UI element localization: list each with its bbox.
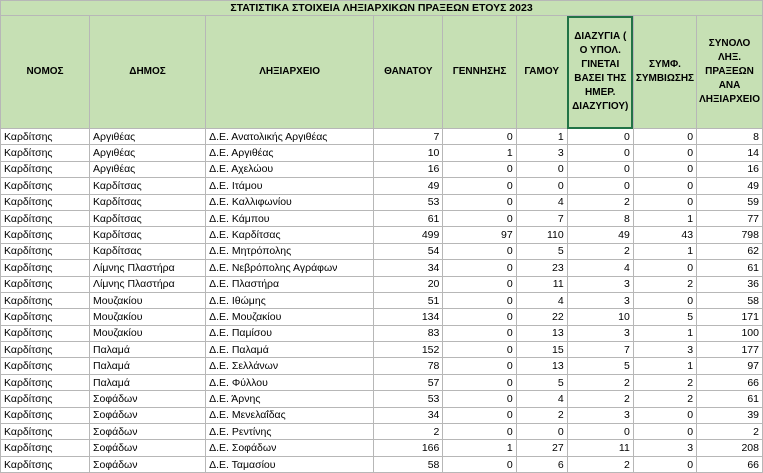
cell-gennisis[interactable]: 0 <box>443 161 516 177</box>
cell-synolo[interactable]: 14 <box>697 145 763 161</box>
cell-thanatou[interactable]: 7 <box>374 129 443 145</box>
cell-gennisis[interactable]: 0 <box>443 194 516 210</box>
cell-lixiarxeio[interactable]: Δ.Ε. Μητρόπολης <box>206 243 374 259</box>
cell-gennisis[interactable]: 0 <box>443 178 516 194</box>
cell-thanatou[interactable]: 152 <box>374 342 443 358</box>
cell-gamou[interactable]: 3 <box>516 145 567 161</box>
cell-synolo[interactable]: 36 <box>697 276 763 292</box>
cell-gamou[interactable]: 6 <box>516 456 567 472</box>
cell-gamou[interactable]: 110 <box>516 227 567 243</box>
cell-lixiarxeio[interactable]: Δ.Ε. Μενελαΐδας <box>206 407 374 423</box>
cell-symf-symviosis[interactable]: 1 <box>633 210 696 226</box>
cell-thanatou[interactable]: 57 <box>374 374 443 390</box>
cell-synolo[interactable]: 16 <box>697 161 763 177</box>
cell-diazygia[interactable]: 0 <box>567 161 633 177</box>
cell-lixiarxeio[interactable]: Δ.Ε. Πλαστήρα <box>206 276 374 292</box>
cell-lixiarxeio[interactable]: Δ.Ε. Ιθώμης <box>206 292 374 308</box>
cell-gennisis[interactable]: 1 <box>443 440 516 456</box>
cell-gennisis[interactable]: 0 <box>443 309 516 325</box>
table-row <box>1 358 763 374</box>
cell-nomos[interactable]: Καρδίτσης <box>1 210 90 226</box>
cell-symf-symviosis[interactable]: 5 <box>633 309 696 325</box>
cell-diazygia[interactable]: 3 <box>567 407 633 423</box>
table-row <box>1 456 763 472</box>
cell-synolo[interactable]: 8 <box>697 129 763 145</box>
cell-synolo[interactable]: 66 <box>697 456 763 472</box>
cell-nomos[interactable]: Καρδίτσης <box>1 243 90 259</box>
column-header-nomos[interactable]: ΝΟΜΟΣ <box>1 16 90 129</box>
header-row <box>1 16 763 129</box>
column-header-thanatou[interactable]: ΘΑΝΑΤΟΥ <box>374 16 443 129</box>
cell-gamou[interactable]: 0 <box>516 161 567 177</box>
cell-thanatou[interactable]: 58 <box>374 456 443 472</box>
column-header-symf-symviosis[interactable]: ΣΥΜΦ. ΣΥΜΒΙΩΣΗΣ <box>633 16 696 129</box>
cell-lixiarxeio[interactable]: Δ.Ε. Καρδίτσας <box>206 227 374 243</box>
cell-nomos[interactable]: Καρδίτσης <box>1 407 90 423</box>
cell-thanatou[interactable]: 51 <box>374 292 443 308</box>
cell-gennisis[interactable]: 0 <box>443 292 516 308</box>
cell-synolo[interactable]: 62 <box>697 243 763 259</box>
table-row <box>1 309 763 325</box>
cell-nomos[interactable]: Καρδίτσης <box>1 456 90 472</box>
cell-dimos[interactable]: Σοφάδων <box>89 424 205 440</box>
table-row <box>1 178 763 194</box>
table-row <box>1 194 763 210</box>
cell-gamou[interactable]: 11 <box>516 276 567 292</box>
table-row <box>1 407 763 423</box>
cell-dimos[interactable]: Παλαμά <box>89 358 205 374</box>
cell-synolo[interactable]: 97 <box>697 358 763 374</box>
cell-dimos[interactable]: Σοφάδων <box>89 456 205 472</box>
cell-diazygia[interactable]: 2 <box>567 243 633 259</box>
table-row <box>1 374 763 390</box>
cell-thanatou[interactable]: 16 <box>374 161 443 177</box>
cell-gennisis[interactable]: 0 <box>443 407 516 423</box>
cell-thanatou[interactable]: 61 <box>374 210 443 226</box>
cell-diazygia[interactable]: 8 <box>567 210 633 226</box>
cell-nomos[interactable]: Καρδίτσης <box>1 194 90 210</box>
cell-symf-symviosis[interactable]: 0 <box>633 145 696 161</box>
cell-thanatou[interactable]: 2 <box>374 424 443 440</box>
cell-gennisis[interactable]: 0 <box>443 358 516 374</box>
cell-thanatou[interactable]: 134 <box>374 309 443 325</box>
cell-synolo[interactable]: 58 <box>697 292 763 308</box>
cell-synolo[interactable]: 61 <box>697 391 763 407</box>
cell-symf-symviosis[interactable]: 0 <box>633 178 696 194</box>
cell-dimos[interactable]: Καρδίτσας <box>89 178 205 194</box>
cell-gennisis[interactable]: 0 <box>443 342 516 358</box>
table-row <box>1 210 763 226</box>
column-header-gamou[interactable]: ΓΑΜΟΥ <box>516 16 567 129</box>
column-header-dimos[interactable]: ΔΗΜΟΣ <box>89 16 205 129</box>
cell-nomos[interactable]: Καρδίτσης <box>1 178 90 194</box>
cell-gamou[interactable]: 5 <box>516 374 567 390</box>
cell-synolo[interactable]: 208 <box>697 440 763 456</box>
cell-diazygia[interactable]: 0 <box>567 129 633 145</box>
cell-gennisis[interactable]: 1 <box>443 145 516 161</box>
table-row <box>1 243 763 259</box>
table-row <box>1 424 763 440</box>
cell-dimos[interactable]: Αργιθέας <box>89 129 205 145</box>
cell-symf-symviosis[interactable]: 0 <box>633 194 696 210</box>
cell-synolo[interactable]: 2 <box>697 424 763 440</box>
cell-dimos[interactable]: Σοφάδων <box>89 407 205 423</box>
table-row <box>1 227 763 243</box>
cell-thanatou[interactable]: 78 <box>374 358 443 374</box>
cell-gennisis[interactable]: 0 <box>443 325 516 341</box>
cell-gennisis[interactable]: 0 <box>443 456 516 472</box>
cell-lixiarxeio[interactable]: Δ.Ε. Φύλλου <box>206 374 374 390</box>
cell-lixiarxeio[interactable]: Δ.Ε. Ταμασίου <box>206 456 374 472</box>
cell-gamou[interactable]: 15 <box>516 342 567 358</box>
cell-gamou[interactable]: 2 <box>516 407 567 423</box>
table-row <box>1 129 763 145</box>
cell-diazygia[interactable]: 10 <box>567 309 633 325</box>
cell-thanatou[interactable]: 499 <box>374 227 443 243</box>
cell-nomos[interactable]: Καρδίτσης <box>1 161 90 177</box>
cell-gamou[interactable]: 13 <box>516 325 567 341</box>
cell-gamou[interactable]: 22 <box>516 309 567 325</box>
table-row <box>1 276 763 292</box>
cell-diazygia[interactable]: 0 <box>567 145 633 161</box>
cell-symf-symviosis[interactable]: 0 <box>633 456 696 472</box>
cell-thanatou[interactable]: 53 <box>374 194 443 210</box>
cell-lixiarxeio[interactable]: Δ.Ε. Κάμπου <box>206 210 374 226</box>
cell-dimos[interactable]: Καρδίτσας <box>89 210 205 226</box>
cell-nomos[interactable]: Καρδίτσης <box>1 358 90 374</box>
cell-gennisis[interactable]: 0 <box>443 210 516 226</box>
table-row <box>1 325 763 341</box>
cell-thanatou[interactable]: 166 <box>374 440 443 456</box>
cell-thanatou[interactable]: 34 <box>374 260 443 276</box>
cell-lixiarxeio[interactable]: Δ.Ε. Μουζακίου <box>206 309 374 325</box>
cell-nomos[interactable]: Καρδίτσης <box>1 292 90 308</box>
cell-diazygia[interactable]: 49 <box>567 227 633 243</box>
cell-synolo[interactable]: 177 <box>697 342 763 358</box>
cell-symf-symviosis[interactable]: 2 <box>633 391 696 407</box>
cell-lixiarxeio[interactable]: Δ.Ε. Άρνης <box>206 391 374 407</box>
cell-diazygia[interactable]: 2 <box>567 391 633 407</box>
cell-gennisis[interactable]: 0 <box>443 374 516 390</box>
cell-diazygia[interactable]: 2 <box>567 456 633 472</box>
table-row <box>1 391 763 407</box>
cell-nomos[interactable]: Καρδίτσης <box>1 260 90 276</box>
cell-symf-symviosis[interactable]: 0 <box>633 407 696 423</box>
cell-thanatou[interactable]: 34 <box>374 407 443 423</box>
cell-gamou[interactable]: 23 <box>516 260 567 276</box>
cell-lixiarxeio[interactable]: Δ.Ε. Σελλάνων <box>206 358 374 374</box>
cell-diazygia[interactable]: 7 <box>567 342 633 358</box>
cell-symf-symviosis[interactable]: 0 <box>633 292 696 308</box>
cell-diazygia[interactable]: 0 <box>567 178 633 194</box>
cell-dimos[interactable]: Μουζακίου <box>89 325 205 341</box>
cell-symf-symviosis[interactable]: 1 <box>633 243 696 259</box>
cell-symf-symviosis[interactable]: 43 <box>633 227 696 243</box>
cell-lixiarxeio[interactable]: Δ.Ε. Παμίσου <box>206 325 374 341</box>
cell-dimos[interactable]: Αργιθέας <box>89 161 205 177</box>
cell-gamou[interactable]: 0 <box>516 178 567 194</box>
cell-gamou[interactable]: 4 <box>516 391 567 407</box>
table-row <box>1 161 763 177</box>
cell-dimos[interactable]: Λίμνης Πλαστήρα <box>89 260 205 276</box>
table-row <box>1 342 763 358</box>
cell-dimos[interactable]: Παλαμά <box>89 374 205 390</box>
cell-symf-symviosis[interactable]: 3 <box>633 342 696 358</box>
cell-symf-symviosis[interactable]: 3 <box>633 440 696 456</box>
cell-dimos[interactable]: Καρδίτσας <box>89 243 205 259</box>
title-row <box>1 1 763 16</box>
cell-nomos[interactable]: Καρδίτσης <box>1 342 90 358</box>
cell-synolo[interactable]: 49 <box>697 178 763 194</box>
cell-gennisis[interactable]: 0 <box>443 129 516 145</box>
cell-nomos[interactable]: Καρδίτσης <box>1 374 90 390</box>
cell-thanatou[interactable]: 10 <box>374 145 443 161</box>
cell-thanatou[interactable]: 53 <box>374 391 443 407</box>
cell-dimos[interactable]: Λίμνης Πλαστήρα <box>89 276 205 292</box>
cell-synolo[interactable]: 798 <box>697 227 763 243</box>
cell-synolo[interactable]: 171 <box>697 309 763 325</box>
column-header-diazygia[interactable]: ΔΙΑΖΥΓΙΑ ( Ο ΥΠΟΛ. ΓΙΝΕΤΑΙ ΒΑΣΕΙ ΤΗΣ ΗΜΕΡ. ΔΙΑΖΥΓΙΟΥ) <box>567 16 633 129</box>
cell-gamou[interactable]: 7 <box>516 210 567 226</box>
cell-diazygia[interactable]: 3 <box>567 292 633 308</box>
cell-synolo[interactable]: 39 <box>697 407 763 423</box>
cell-lixiarxeio[interactable]: Δ.Ε. Καλλιφωνίου <box>206 194 374 210</box>
cell-nomos[interactable]: Καρδίτσης <box>1 424 90 440</box>
cell-gamou[interactable]: 0 <box>516 424 567 440</box>
cell-nomos[interactable]: Καρδίτσης <box>1 227 90 243</box>
cell-thanatou[interactable]: 83 <box>374 325 443 341</box>
cell-symf-symviosis[interactable]: 2 <box>633 374 696 390</box>
cell-symf-symviosis[interactable]: 0 <box>633 161 696 177</box>
cell-lixiarxeio[interactable]: Δ.Ε. Ανατολικής Αργιθέας <box>206 129 374 145</box>
cell-nomos[interactable]: Καρδίτσης <box>1 145 90 161</box>
cell-thanatou[interactable]: 49 <box>374 178 443 194</box>
table-title[interactable]: ΣΤΑΤΙΣΤΙΚΑ ΣΤΟΙΧΕΙΑ ΛΗΞΙΑΡΧΙΚΩΝ ΠΡΑΞΕΩΝ ΕΤΟΥΣ 2023 <box>1 1 763 16</box>
cell-diazygia[interactable]: 2 <box>567 374 633 390</box>
table-row <box>1 292 763 308</box>
cell-symf-symviosis[interactable]: 1 <box>633 358 696 374</box>
column-header-lixiarxeio[interactable]: ΛΗΞΙΑΡΧΕΙΟ <box>206 16 374 129</box>
table-row <box>1 145 763 161</box>
cell-dimos[interactable]: Καρδίτσας <box>89 227 205 243</box>
cell-thanatou[interactable]: 20 <box>374 276 443 292</box>
cell-gamou[interactable]: 27 <box>516 440 567 456</box>
cell-gennisis[interactable]: 0 <box>443 276 516 292</box>
column-header-synolo[interactable]: ΣΥΝΟΛΟ ΛΗΞ. ΠΡΑΞΕΩΝ ΑΝΑ ΛΗΞΙΑΡΧΕΙΟ <box>697 16 763 129</box>
cell-nomos[interactable]: Καρδίτσης <box>1 276 90 292</box>
cell-lixiarxeio[interactable]: Δ.Ε. Ιτάμου <box>206 178 374 194</box>
cell-synolo[interactable]: 100 <box>697 325 763 341</box>
cell-lixiarxeio[interactable]: Δ.Ε. Παλαμά <box>206 342 374 358</box>
cell-nomos[interactable]: Καρδίτσης <box>1 325 90 341</box>
cell-dimos[interactable]: Μουζακίου <box>89 292 205 308</box>
cell-gennisis[interactable]: 0 <box>443 243 516 259</box>
cell-lixiarxeio[interactable]: Δ.Ε. Σοφάδων <box>206 440 374 456</box>
cell-dimos[interactable]: Σοφάδων <box>89 440 205 456</box>
cell-gamou[interactable]: 4 <box>516 292 567 308</box>
cell-gamou[interactable]: 4 <box>516 194 567 210</box>
cell-synolo[interactable]: 61 <box>697 260 763 276</box>
cell-thanatou[interactable]: 54 <box>374 243 443 259</box>
cell-diazygia[interactable]: 3 <box>567 276 633 292</box>
cell-gamou[interactable]: 1 <box>516 129 567 145</box>
cell-diazygia[interactable]: 0 <box>567 424 633 440</box>
cell-nomos[interactable]: Καρδίτσης <box>1 309 90 325</box>
cell-dimos[interactable]: Παλαμά <box>89 342 205 358</box>
cell-synolo[interactable]: 66 <box>697 374 763 390</box>
column-header-gennisis[interactable]: ΓΕΝΝΗΣΗΣ <box>443 16 516 129</box>
cell-symf-symviosis[interactable]: 0 <box>633 129 696 145</box>
cell-diazygia[interactable]: 11 <box>567 440 633 456</box>
cell-diazygia[interactable]: 3 <box>567 325 633 341</box>
cell-diazygia[interactable]: 2 <box>567 194 633 210</box>
cell-symf-symviosis[interactable]: 2 <box>633 276 696 292</box>
cell-lixiarxeio[interactable]: Δ.Ε. Αχελώου <box>206 161 374 177</box>
cell-diazygia[interactable]: 5 <box>567 358 633 374</box>
cell-gennisis[interactable]: 0 <box>443 391 516 407</box>
cell-nomos[interactable]: Καρδίτσης <box>1 391 90 407</box>
cell-nomos[interactable]: Καρδίτσης <box>1 440 90 456</box>
cell-gennisis[interactable]: 97 <box>443 227 516 243</box>
cell-diazygia[interactable]: 4 <box>567 260 633 276</box>
cell-gennisis[interactable]: 0 <box>443 260 516 276</box>
cell-synolo[interactable]: 59 <box>697 194 763 210</box>
cell-nomos[interactable]: Καρδίτσης <box>1 129 90 145</box>
cell-dimos[interactable]: Σοφάδων <box>89 391 205 407</box>
cell-gennisis[interactable]: 0 <box>443 424 516 440</box>
table-row <box>1 440 763 456</box>
cell-symf-symviosis[interactable]: 0 <box>633 260 696 276</box>
cell-lixiarxeio[interactable]: Δ.Ε. Ρεντίνης <box>206 424 374 440</box>
cell-dimos[interactable]: Καρδίτσας <box>89 194 205 210</box>
table-row <box>1 260 763 276</box>
cell-symf-symviosis[interactable]: 0 <box>633 424 696 440</box>
cell-gamou[interactable]: 13 <box>516 358 567 374</box>
cell-synolo[interactable]: 77 <box>697 210 763 226</box>
cell-dimos[interactable]: Αργιθέας <box>89 145 205 161</box>
cell-dimos[interactable]: Μουζακίου <box>89 309 205 325</box>
cell-lixiarxeio[interactable]: Δ.Ε. Αργιθέας <box>206 145 374 161</box>
cell-lixiarxeio[interactable]: Δ.Ε. Νεβρόπολης Αγράφων <box>206 260 374 276</box>
cell-gamou[interactable]: 5 <box>516 243 567 259</box>
cell-symf-symviosis[interactable]: 1 <box>633 325 696 341</box>
